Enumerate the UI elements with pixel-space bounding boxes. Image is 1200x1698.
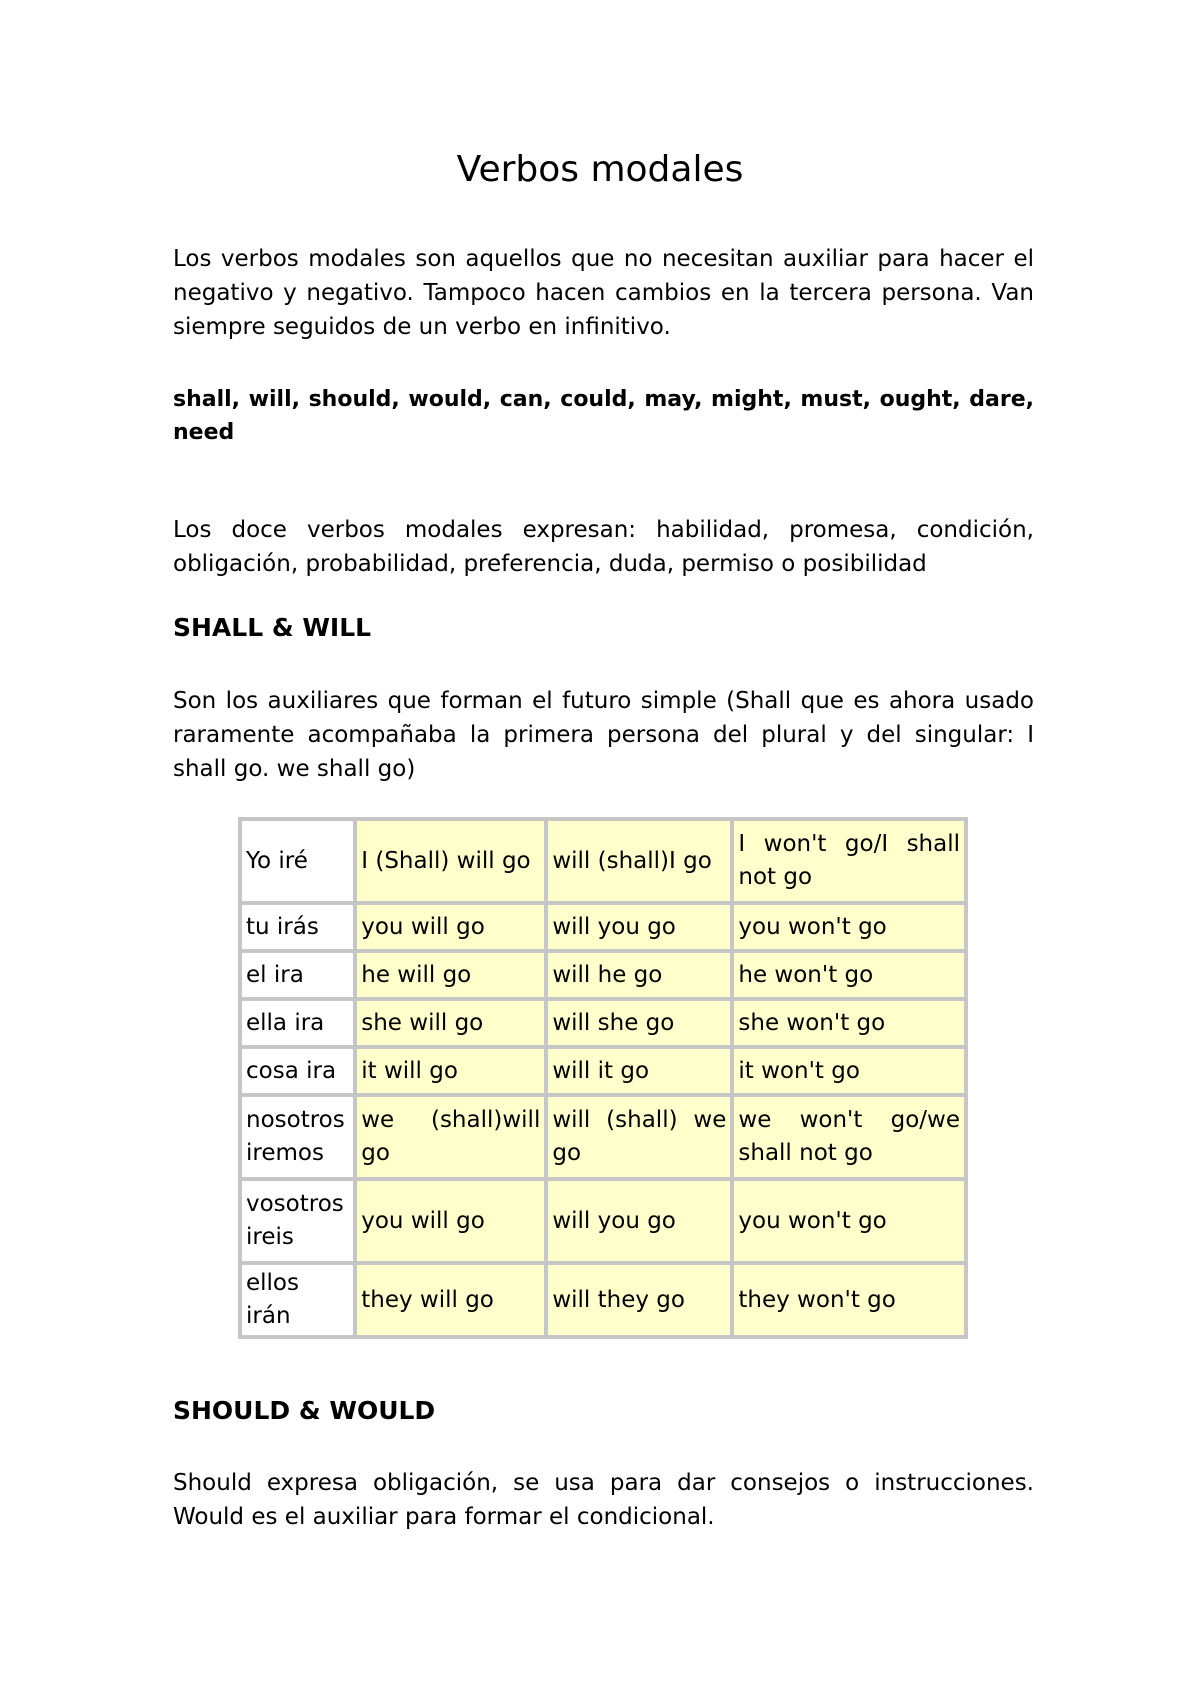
affirmative-cell: you will go — [357, 1181, 544, 1261]
spanish-cell: ella ira — [242, 1001, 353, 1045]
spanish-cell: nosotros iremos — [242, 1097, 353, 1177]
affirmative-cell: he will go — [357, 953, 544, 997]
negative-cell: it won't go — [734, 1049, 964, 1093]
negative-cell: you won't go — [734, 1181, 964, 1261]
table-row — [242, 905, 964, 949]
spanish-cell: vosotros ireis — [242, 1181, 353, 1261]
future-tense-table-wrapper — [238, 817, 968, 1339]
interrogative-cell: will she go — [548, 1001, 730, 1045]
affirmative-cell: we (shall)will go — [357, 1097, 544, 1177]
affirmative-cell: I (Shall) will go — [357, 821, 544, 901]
affirmative-cell: she will go — [357, 1001, 544, 1045]
modal-verbs-list-continued: need — [173, 420, 235, 445]
table-row — [242, 1049, 964, 1093]
table-row — [242, 1265, 964, 1335]
negative-cell: he won't go — [734, 953, 964, 997]
spanish-cell: el ira — [242, 953, 353, 997]
interrogative-cell: will he go — [548, 953, 730, 997]
should-would-paragraph: Should expresa obligación, se usa para dar consejos o instrucciones. Would es el auxiliar para formar el condicional. — [173, 1470, 1034, 1530]
interrogative-cell: will (shall)I go — [548, 821, 730, 901]
negative-cell: I won't go/I shall not go — [734, 821, 964, 901]
spanish-cell: tu irás — [242, 905, 353, 949]
affirmative-cell: they will go — [357, 1265, 544, 1335]
table-row — [242, 1181, 964, 1261]
page-title: Verbos modales — [456, 149, 744, 190]
spanish-cell: cosa ira — [242, 1049, 353, 1093]
interrogative-cell: will it go — [548, 1049, 730, 1093]
table-row — [242, 953, 964, 997]
table-row — [242, 1001, 964, 1045]
negative-cell: she won't go — [734, 1001, 964, 1045]
intro-paragraph: Los verbos modales son aquellos que no necesitan auxiliar para hacer el negativo y negativo. Tampoco hacen cambios en la tercera persona. Van siempre seguidos de un verbo en infinitivo. — [173, 246, 1034, 340]
spanish-cell: ellos irán — [242, 1265, 353, 1335]
modal-verbs-list: shall, will, should, would, can, could, may, might, must, ought, dare, — [173, 387, 1034, 412]
interrogative-cell: will (shall) we go — [548, 1097, 730, 1177]
affirmative-cell: you will go — [357, 905, 544, 949]
section-heading-shall-will: SHALL & WILL — [173, 613, 372, 642]
affirmative-cell: it will go — [357, 1049, 544, 1093]
interrogative-cell: will they go — [548, 1265, 730, 1335]
table-row — [242, 1097, 964, 1177]
interrogative-cell: will you go — [548, 905, 730, 949]
negative-cell: we won't go/we shall not go — [734, 1097, 964, 1177]
negative-cell: they won't go — [734, 1265, 964, 1335]
table-row — [242, 821, 964, 901]
spanish-cell: Yo iré — [242, 821, 353, 901]
future-tense-table — [238, 817, 968, 1339]
section-heading-should-would: SHOULD & WOULD — [173, 1396, 436, 1425]
shall-will-paragraph: Son los auxiliares que forman el futuro simple (Shall que es ahora usado raramente acompañaba la primera persona del plural y del singular: I shall go. we shall go) — [173, 688, 1034, 782]
modal-meanings-paragraph: Los doce verbos modales expresan: habilidad, promesa, condición, obligación, probabilidad, preferencia, duda, permiso o posibilidad — [173, 517, 1034, 577]
interrogative-cell: will you go — [548, 1181, 730, 1261]
negative-cell: you won't go — [734, 905, 964, 949]
